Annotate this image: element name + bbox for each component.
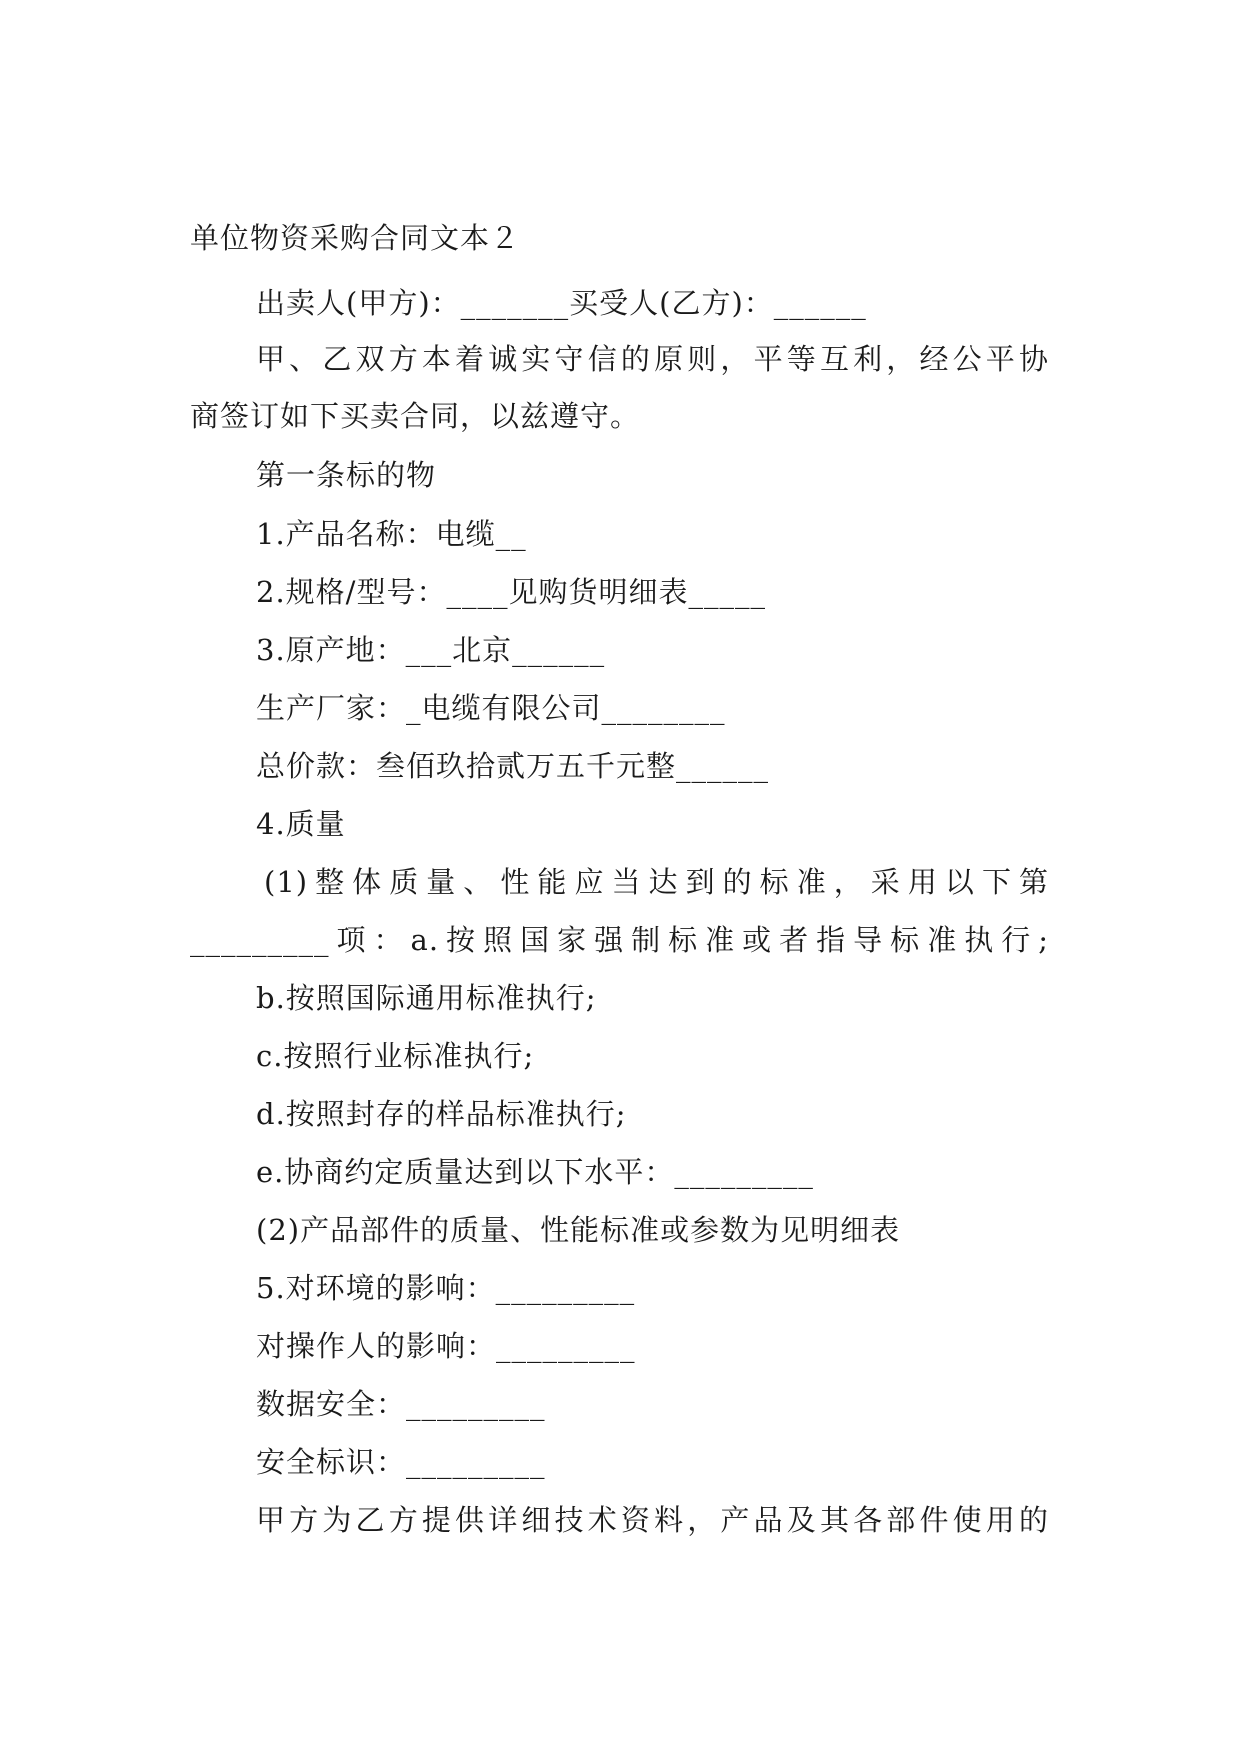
- paragraph-line: e.协商约定质量达到以下水平：_________: [256, 1155, 814, 1189]
- paragraph-line: 5.对环境的影响：_________: [256, 1271, 636, 1305]
- paragraph-line: 商签订如下买卖合同，以兹遵守。: [190, 399, 641, 433]
- paragraph-line: 甲、乙双方本着诚实守信的原则，平等互利，经公平协: [256, 342, 1049, 376]
- paragraph-line: 安全标识：_________: [256, 1445, 546, 1479]
- paragraph-line: (2)产品部件的质量、性能标准或参数为见明细表: [256, 1213, 901, 1247]
- paragraph-line: 4.质量: [256, 807, 346, 841]
- paragraph-line: 数据安全：_________: [256, 1387, 546, 1421]
- paragraph-line: 出卖人(甲方)：_______买受人(乙方)：______: [256, 286, 867, 320]
- paragraph-line: _________项：a.按照国家强制标准或者指导标准执行;: [190, 923, 1049, 957]
- paragraph-line: d.按照封存的样品标准执行;: [256, 1097, 627, 1131]
- document-title: 单位物资采购合同文本２: [190, 221, 521, 255]
- paragraph-line: 总价款：叁佰玖拾贰万五千元整______: [256, 749, 770, 783]
- paragraph-line: 1.产品名称：电缆__: [256, 517, 527, 551]
- paragraph-line: 甲方为乙方提供详细技术资料，产品及其各部件使用的: [256, 1503, 1049, 1537]
- paragraph-line: b.按照国际通用标准执行;: [256, 981, 597, 1015]
- paragraph-line: 3.原产地：___北京______: [256, 633, 606, 667]
- section-heading: 第一条标的物: [256, 458, 437, 492]
- paragraph-line: 对操作人的影响：_________: [256, 1329, 636, 1363]
- paragraph-line: 生产厂家：_电缆有限公司________: [256, 691, 726, 725]
- paragraph-line: (1)整体质量、性能应当达到的标准，采用以下第: [264, 865, 1049, 899]
- paragraph-line: c.按照行业标准执行;: [256, 1039, 535, 1073]
- paragraph-line: 2.规格/型号：____见购货明细表_____: [256, 575, 766, 609]
